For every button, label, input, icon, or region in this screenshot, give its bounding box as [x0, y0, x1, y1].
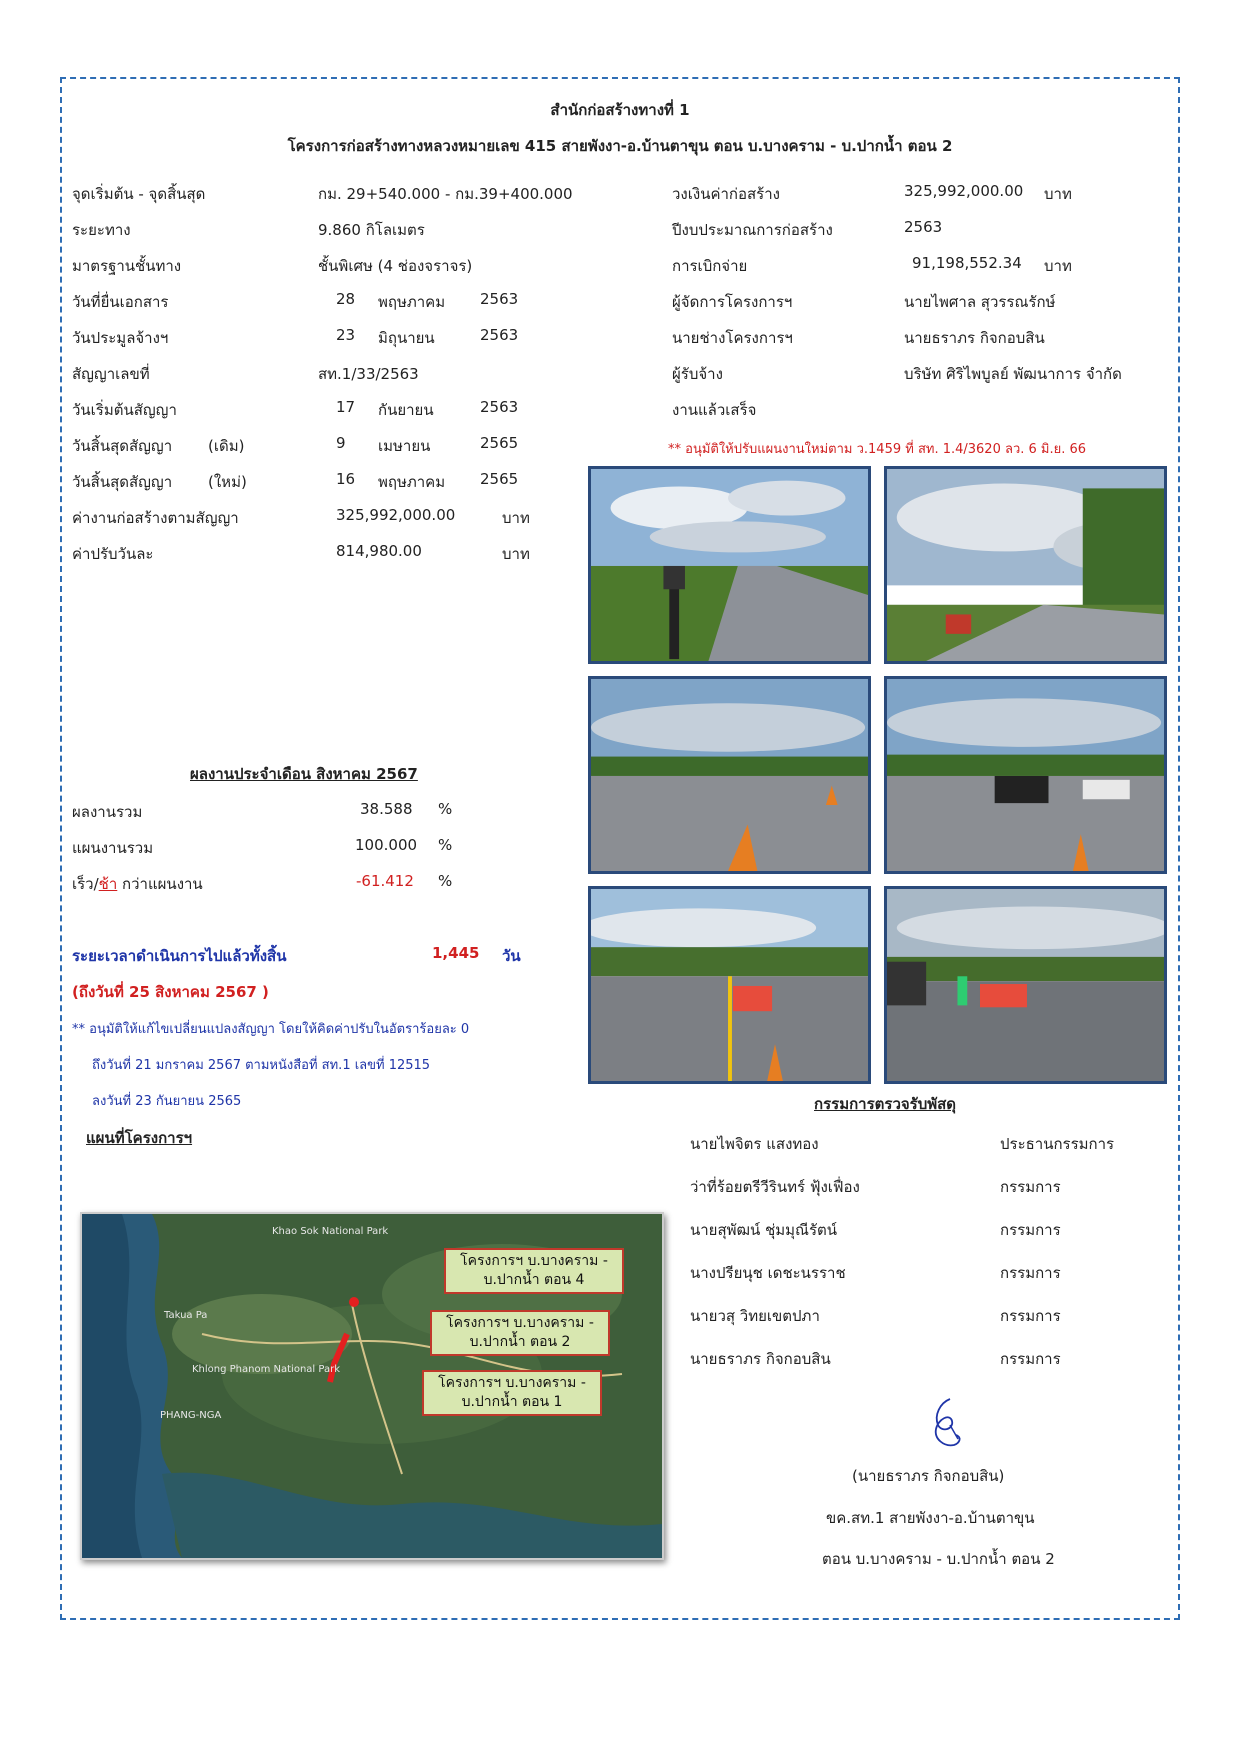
info-day: 16 [336, 470, 356, 488]
info-value: 325,992,000.00 [336, 506, 456, 524]
info-label: วันสิ้นสุดสัญญา [72, 473, 173, 491]
map-label: โครงการฯ บ.บางคราม - บ.ปากน้ำ ตอน 4 [444, 1248, 624, 1294]
info-value: นายธราภร กิจกอบสิน [904, 329, 1045, 347]
info-value: 325,992,000.00 [904, 182, 1024, 200]
info-label: วันประมูลจ้างฯ [72, 329, 169, 347]
signer-name: (นายธราภร กิจกอบสิน) [852, 1467, 1005, 1485]
committee-name: นายวสุ วิทยเขตปภา [690, 1307, 820, 1325]
project-map[interactable] [80, 1212, 664, 1560]
info-day: 17 [336, 398, 356, 416]
info-value: นายไพศาล สุวรรณรักษ์ [904, 293, 1056, 311]
monthly-unit: % [438, 836, 453, 854]
map-label: โครงการฯ บ.บางคราม - บ.ปากน้ำ ตอน 1 [422, 1370, 602, 1416]
info-label: งานแล้วเสร็จ [672, 401, 757, 419]
info-unit: บาท [502, 509, 530, 527]
info-label: สัญญาเลขที่ [72, 365, 150, 383]
monthly-unit: % [438, 872, 453, 890]
contract-note: ถึงวันที่ 21 มกราคม 2567 ตามหนังสือที่ สท.1 เลขที่ 12515 [92, 1058, 431, 1073]
info-month: เมษายน [378, 437, 431, 455]
info-day: 28 [336, 290, 356, 308]
office-title: สำนักก่อสร้างทางที่ 1 [550, 101, 690, 119]
info-value: กม. 29+540.000 - กม.39+400.000 [318, 185, 573, 203]
site-photo[interactable] [588, 466, 871, 664]
info-label: ค่าปรับวันละ [72, 545, 154, 563]
info-label: วงเงินค่าก่อสร้าง [672, 185, 780, 203]
map-place: Takua Pa [164, 1310, 208, 1321]
info-value: 9.860 กิโลเมตร [318, 221, 425, 239]
info-month: พฤษภาคม [378, 473, 446, 491]
monthly-label: เร็ว/ช้า กว่าแผนงาน [72, 875, 203, 893]
committee-role: กรรมการ [1000, 1221, 1061, 1239]
duration-asof: (ถึงวันที่ 25 สิงหาคม 2567 ) [72, 983, 269, 1001]
info-label: ระยะทาง [72, 221, 131, 239]
duration-label: ระยะเวลาดำเนินการไปแล้วทั้งสิ้น [72, 947, 287, 965]
project-title: โครงการก่อสร้างทางหลวงหมายเลข 415 สายพังงา-อ.บ้านตาขุน ตอน บ.บางคราม - บ.ปากน้ำ ตอน 2 [287, 137, 953, 155]
info-year: 2563 [480, 326, 519, 344]
site-photo[interactable] [884, 466, 1167, 664]
info-year: 2563 [480, 290, 519, 308]
committee-role: กรรมการ [1000, 1307, 1061, 1325]
info-label: วันสิ้นสุดสัญญา [72, 437, 173, 455]
map-heading: แผนที่โครงการฯ [86, 1129, 193, 1147]
info-label: มาตรฐานชั้นทาง [72, 257, 182, 275]
site-photo[interactable] [588, 886, 871, 1084]
committee-role: กรรมการ [1000, 1178, 1061, 1196]
contract-note: ลงวันที่ 23 กันยายน 2565 [92, 1094, 242, 1109]
info-month: พฤษภาคม [378, 293, 446, 311]
signer-section: ตอน บ.บางคราม - บ.ปากน้ำ ตอน 2 [822, 1550, 1055, 1568]
duration-value: 1,445 [432, 944, 480, 962]
monthly-unit: % [438, 800, 453, 818]
committee-name: นายสุพัฒน์ ชุ่มมุณีรัตน์ [690, 1221, 838, 1239]
monthly-value: -61.412 [356, 872, 414, 890]
map-place: Khao Sok National Park [272, 1226, 389, 1237]
committee-role: กรรมการ [1000, 1350, 1061, 1368]
info-value: 91,198,552.34 [912, 254, 1022, 272]
committee-heading: กรรมการตรวจรับพัสดุ [814, 1095, 957, 1113]
signer-position: ขค.สท.1 สายพังงา-อ.บ้านตาขุน [826, 1509, 1035, 1527]
committee-role: กรรมการ [1000, 1264, 1061, 1282]
committee-name: ว่าที่ร้อยตรีวีรินทร์ ฟุ้งเฟื่อง [690, 1178, 860, 1196]
contract-note: ** อนุมัติให้แก้ไขเปลี่ยนแปลงสัญญา โดยให้คิดค่าปรับในอัตราร้อยละ 0 [72, 1022, 470, 1037]
info-label: ผู้รับจ้าง [672, 365, 723, 383]
info-label: วันที่ยื่นเอกสาร [72, 293, 169, 311]
monthly-value: 38.588 [360, 800, 413, 818]
info-note: (ใหม่) [208, 473, 247, 491]
info-value: บริษัท ศิริไพบูลย์ พัฒนาการ จำกัด [904, 365, 1122, 383]
info-day: 9 [336, 434, 346, 452]
info-year: 2563 [480, 398, 519, 416]
committee-role: ประธานกรรมการ [1000, 1135, 1115, 1153]
info-value: 814,980.00 [336, 542, 422, 560]
info-year: 2565 [480, 434, 519, 452]
committee-name: นายธราภร กิจกอบสิน [690, 1350, 831, 1368]
info-month: กันยายน [378, 401, 434, 419]
site-photo[interactable] [884, 886, 1167, 1084]
monthly-value: 100.000 [355, 836, 418, 854]
site-photo[interactable] [884, 676, 1167, 874]
signature-mark [920, 1395, 970, 1457]
monthly-label: แผนงานรวม [72, 839, 154, 857]
info-year: 2565 [480, 470, 519, 488]
info-value: 2563 [904, 218, 943, 236]
committee-name: นางปรียนุช เดชะนรราช [690, 1264, 846, 1282]
info-label: ปีงบประมาณการก่อสร้าง [672, 221, 833, 239]
committee-name: นายไพจิตร แสงทอง [690, 1135, 819, 1153]
duration-unit: วัน [502, 947, 521, 965]
info-label: วันเริ่มต้นสัญญา [72, 401, 177, 419]
info-unit: บาท [1044, 185, 1072, 203]
info-value: สท.1/33/2563 [318, 365, 419, 383]
site-photo[interactable] [588, 676, 871, 874]
info-label: จุดเริ่มต้น - จุดสิ้นสุด [72, 185, 206, 203]
info-month: มิถุนายน [378, 329, 435, 347]
map-label: โครงการฯ บ.บางคราม - บ.ปากน้ำ ตอน 2 [430, 1310, 610, 1356]
monthly-heading: ผลงานประจำเดือน สิงหาคม 2567 [190, 765, 418, 783]
map-place: PHANG-NGA [160, 1410, 222, 1421]
info-label: ผู้จัดการโครงการฯ [672, 293, 793, 311]
approval-note: ** อนุมัติให้ปรับแผนงานใหม่ตาม ว.1459 ที่ สท. 1.4/3620 ลว. 6 มิ.ย. 66 [668, 442, 1087, 457]
info-note: (เดิม) [208, 437, 245, 455]
map-place: Khlong Phanom National Park [192, 1364, 340, 1375]
info-value: ชั้นพิเศษ (4 ช่องจราจร) [318, 257, 473, 275]
info-day: 23 [336, 326, 356, 344]
monthly-label: ผลงานรวม [72, 803, 143, 821]
info-unit: บาท [502, 545, 530, 563]
info-label: ค่างานก่อสร้างตามสัญญา [72, 509, 239, 527]
info-label: การเบิกจ่าย [672, 257, 748, 275]
info-label: นายช่างโครงการฯ [672, 329, 793, 347]
info-unit: บาท [1044, 257, 1072, 275]
